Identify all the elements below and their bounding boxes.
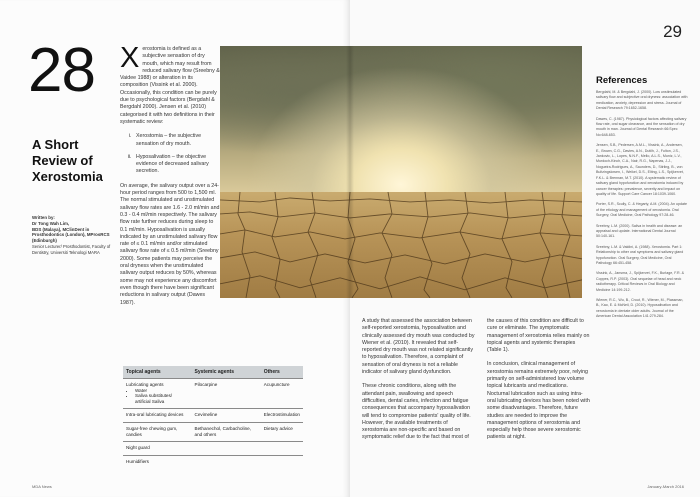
table-row xyxy=(123,422,303,441)
reference-item: Vissink, A., Jansma, J., Spijkervet, F.K., Burlage, F.R. & Coppes, R.P. (2003). Oral sequelae of head and neck radiotherapy. Critical Reviews in Oral Biology and Medicine 14:199-212. xyxy=(596,271,685,292)
body-paragraph: On average, the salivary output over a 24-hour period ranges from 500 to 1,500 ml. The normal stimulated and unstimulated salivary flow rates are 1.6 - 2.0 ml/min and 0.3 - 0.4 ml/min respectively. The salivary flow rate further reduces during sleep to 0.1 ml/min. Hyposalivation is usually indicated by an unstimulated salivary flow rate of ≤ 0.1 ml/min and/or stimulated salivary flow rate of ≤ 0.5 ml/min (Sreebny 2000). Some patients may perceive the oral dryness when the unstimulated salivary output reduces by 50%, whereas some may not experience any discomfort even though there have been significant reductions in salivary output (Dawes 1987). xyxy=(120,182,220,306)
references-section xyxy=(596,75,688,325)
table-cell: Acupuncture xyxy=(261,379,303,409)
body-paragraph: A study that assessed the association between self-reported xerostomia, hyposalivation and clinically assessed dry mouth was conducted by Wiener et al. (2010). It revealed that self-reported dry mouth was not related significantly to hyposalivation. Therefore, a complaint of sensation of oral dryness is not a reliable indicator of salivary gland dysfunction. xyxy=(362,318,475,376)
table-cell xyxy=(261,455,303,468)
table-row xyxy=(123,379,303,409)
body-paragraph: the causes of this condition are difficult to cure or eliminate. The symptomatic management of xerostomia relies mainly on topical agents and systemic therapies (Table 1). xyxy=(487,318,590,354)
right-page-number: 29 xyxy=(663,22,682,41)
gutter-shadow xyxy=(346,46,354,298)
drop-cap: X xyxy=(120,42,140,74)
list-item: • Saliva substitutes/ artificial Saliva xyxy=(135,393,189,404)
author-block xyxy=(32,215,116,256)
table-header: Systemic agents xyxy=(192,366,261,379)
reference-item: Sreebny, L.M. & Valdini, A. (1988). Xerostomia. Part 1: Relationship to other oral symptoms and salivary gland hypofunction. Oral Surgery, Oral Medicine, Oral Pathology 66:451-458. xyxy=(596,244,684,265)
lubricating-agents-label: Lubricating agents xyxy=(126,382,164,387)
reference-item: Bergdahl, M. & Bergdahl, J. (2000). Low unstimulated salivary flow and subjective oral dryness: association with medication, anxiety, depression and stress. Journal of Dental Research 79:1652-1658. xyxy=(596,90,688,111)
article-number: 28 xyxy=(28,36,95,105)
table-cell xyxy=(123,379,192,409)
table-cell: Bethanechol, Carbacholine, and others xyxy=(192,422,261,441)
table-cell: Dietary advice xyxy=(261,422,303,441)
list-item: • Water xyxy=(135,388,189,394)
table-row xyxy=(123,455,303,468)
author-name: Dr Tong Wah Lim, xyxy=(32,220,70,226)
table-header-row xyxy=(123,366,303,379)
treatment-table xyxy=(123,366,303,468)
photo-sky xyxy=(220,46,582,192)
definition-list xyxy=(120,133,220,175)
table-cell: Sugar-free chewing gum, candies xyxy=(123,422,192,441)
table-cell: Cevimeline xyxy=(192,409,261,423)
table-row xyxy=(123,409,303,423)
author-affiliation: Senior Lecturer/ Prosthodontist, Faculty of Dentistry, Universiti Teknologi MARA xyxy=(32,243,111,255)
table-header: Topical agents xyxy=(123,366,192,379)
reference-item: Porter, S.R., Scully, C. & Hegarty, A.M. (2004). An update of the etiology and management of xerostomia. Oral Surgery, Oral Medicine, Oral Pathology 97:28-46. xyxy=(596,202,687,218)
table-cell xyxy=(192,455,261,468)
table-row xyxy=(123,442,303,456)
table-cell xyxy=(192,442,261,456)
table-cell: Pilocarpine xyxy=(192,379,261,409)
lubricating-agents-list xyxy=(126,388,189,405)
body-paragraph: In conclusion, clinical management of xerostomia remains extremely poor, relying primarily on self-administered low volume topical lubricants and medications. Nocturnal lubrication such as using intra-oral lubricating devices has been noted with some disadvantages. Therefore, future studies are needed to improve the management options of xerostomia and especially help those severe xerostomic patients at night. xyxy=(487,361,590,441)
footer-right: January-March 2016 xyxy=(647,484,684,489)
references-heading: References xyxy=(596,75,648,86)
intro-text: erostomia is defined as a subjective sensation of dry mouth, which may result from reduced salivary flow (Sreebny & Vaidee 1988) or alteration in its composition (Vissink et al. 2000). Occasionally, this condition can be purely due to psychological factors (Bergdahl & Bergdahl 2000). Jensen et al. (2010) categorised it with two definitions in their systematic review: xyxy=(120,46,220,125)
reference-item: Sreebny, L.M. (2000). Saliva in health and disease: an appraisal and update. International Dental Journal 50:140-161. xyxy=(596,223,683,239)
table-cell xyxy=(261,442,303,456)
table-cell: Night guard xyxy=(123,442,192,456)
table-header: Others xyxy=(261,366,303,379)
author-degrees: BDS (Malaya), MClinDent in Prosthodontics (London), MProsRCS (Edinburgh) xyxy=(32,226,110,244)
table-cell: Humidifiers xyxy=(123,455,192,468)
table-cell: Intra-oral lubricating devices xyxy=(123,409,192,423)
written-by-label: Written by: xyxy=(32,215,55,220)
footer-left: MDA News xyxy=(32,484,52,489)
reference-item: Jensen, S.B., Pedersen, A.M.L., Vissink, A., Andersen, E., Brown, C.G., Davies, A.N., Dutilh, J., Fulton, J.S., Jankovic, L., Lopes, N.N.F., Mello, A.L.S., Muniz, L.V., Murdoch-Kinch, C.A., Nair, R.G., Napenas, J.J., Nogueira-Rodrigues, A., Saunders, D., Stirling, B., von Bultzingslowen, I., Weikel, D.S., Elting, L.S., Spijkervet, F.K.L. & Brennan, M.T. (2010). A systematic review of salivary gland hypofunction and xerostomia induced by cancer therapies: prevalence, severity and impact on quality of life. Support Care Cancer 18:1039-1060. xyxy=(596,143,684,196)
body-paragraph: These chronic conditions, along with the attendant pain, swallowing and speech difficulties, dental caries, infection and fatigue consequences that accompany hyposalivation will tend to compromise patients' quality of life. However, the available treatments of xerostomia are non-specific and based on symptomatic relief due to the fact that most of xyxy=(362,383,471,441)
body-column-2 xyxy=(362,318,475,449)
definition-item: i. Xerostomia – the subjective sensation of dry mouth. xyxy=(133,133,220,148)
body-column-1 xyxy=(120,42,220,314)
cracked-earth-photo xyxy=(220,46,582,298)
body-column-3 xyxy=(487,318,590,449)
reference-item: Wiener, R.C., Wu, B., Crout, R., Wiener, M., Plassman, B., Kao, E. & McNeil, D. (2010). Hyposalivation and xerostomia in dentate older adults. Journal of the American Dental Association 141:279-284. xyxy=(596,298,684,319)
definition-item: ii. Hyposalivation – the objective evidence of decreased salivary secretion. xyxy=(133,154,220,176)
intro-paragraph xyxy=(120,42,220,126)
photo-cracks xyxy=(220,192,582,298)
reference-item: Dawes, C. (1987). Physiological factors affecting salivary flow rate, oral sugar clearance, and the sensation of dry mouth in man. Journal of Dental Research 66:Spec No:648-653. xyxy=(596,116,687,137)
table-cell: Electrostimulation xyxy=(261,409,303,423)
article-title: A Short Review of Xerostomia xyxy=(32,137,103,184)
